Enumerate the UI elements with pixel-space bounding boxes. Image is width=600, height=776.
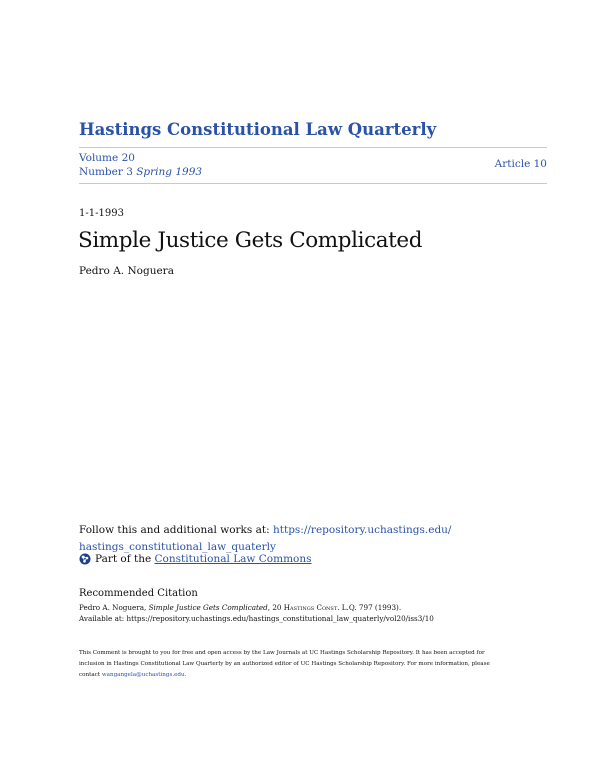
issue-link[interactable] [79,166,202,178]
part-of-line [79,553,312,565]
header-rule-bottom [79,183,547,184]
article-title: Simple Justice Gets Complicated [78,228,423,253]
citation-journal: Hastings Const. L.Q. [283,603,357,612]
part-of-prefix: Part of the [95,553,152,565]
article-number: Article 10 [494,158,547,170]
constitutional-law-commons-link[interactable]: Constitutional Law Commons [154,553,312,565]
access-notice [79,648,509,681]
citation-title: Simple Justice Gets Complicated [148,603,268,612]
repository-link-continued[interactable]: hastings_constitutional_law_quaterly [79,541,276,553]
notice-line-2: inclusion in Hastings Constitutional Law Quarterly by an authorized editor of UC Hastings Scholarship Repository. For more information, please [79,661,490,667]
publication-date: 1-1-1993 [79,208,124,219]
recommended-citation-heading: Recommended Citation [79,588,198,599]
follow-prefix: Follow this and additional works at: [79,524,273,536]
volume-link[interactable]: Volume 20 [79,152,135,164]
repository-link[interactable]: https://repository.uchastings.edu/ [273,524,452,536]
contact-email-link[interactable]: wangangela@uchastings.edu [101,672,185,678]
citation-text [79,602,434,624]
citation-author: Pedro A. Noguera, [79,603,149,612]
issue-season: Spring 1993 [136,166,203,178]
notice-line-1: This Comment is brought to you for free and open access by the Law Journals at UC Hastings Scholarship Repository. It has been accepted for [79,650,485,656]
notice-line-3-prefix: contact [79,672,102,678]
notice-line-3-suffix: . [184,672,187,678]
journal-title[interactable]: Hastings Constitutional Law Quarterly [79,120,437,139]
header-rule-top [79,147,547,148]
network-icon [79,553,91,565]
issue-number: Number 3 [79,166,133,178]
author-name: Pedro A. Noguera [79,265,174,277]
citation-available: Available at: https://repository.uchastings.edu/hastings_constitutional_law_quaterly/vol20/iss3/10 [79,614,434,623]
follow-line [79,522,509,556]
citation-volume: , 20 [267,603,284,612]
citation-pages: 797 (1993). [356,603,402,612]
